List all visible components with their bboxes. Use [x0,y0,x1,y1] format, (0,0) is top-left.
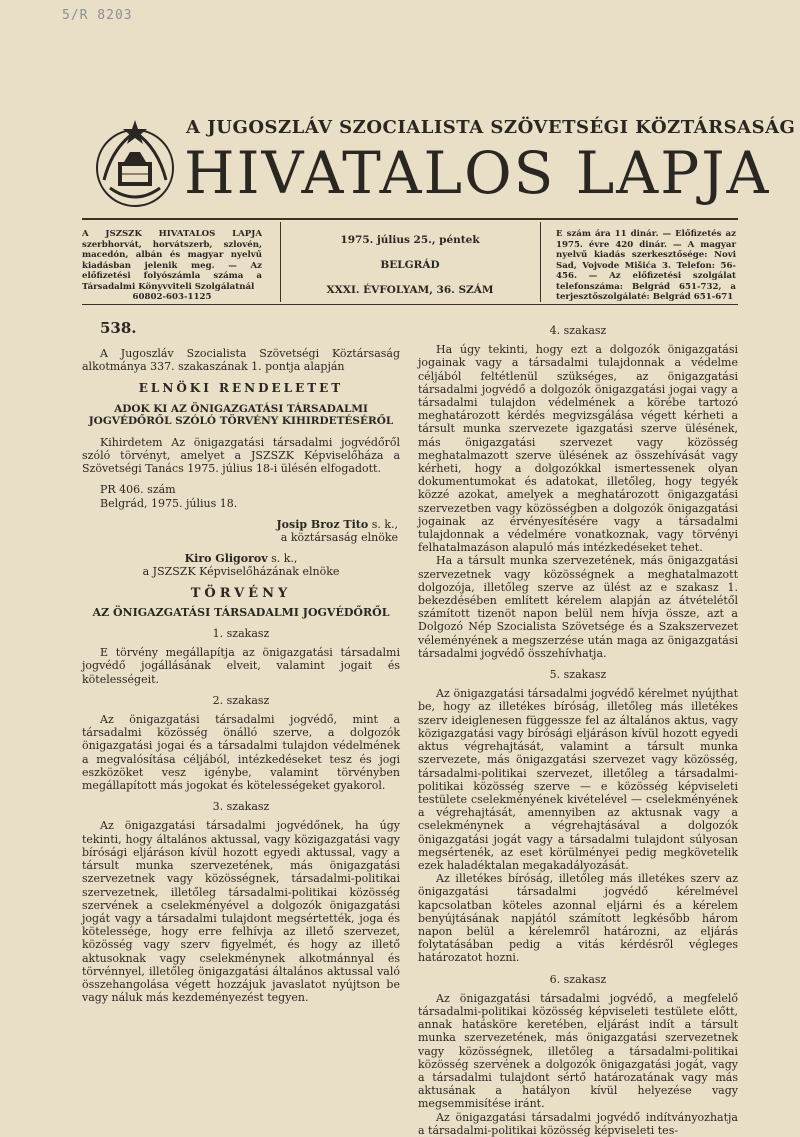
right-column [418,322,738,1137]
article-number: 538. [100,319,137,337]
decree-heading: ELNÖKI RENDELETET [138,380,344,395]
section-4-paragraph-2: Ha a társult munka szervezetének, más önigazgatási szervezetnek vagy közösségnek a meghatalmazott dolgozója, illetőleg szerve az ülést az e szakasz 1. bekezdésében említett kérelem alapján az átvételétől számított tizenöt napon belül nem hívja össze, azt a Dolgozó Nép Szocialista Szövetsége és a Szakszervezet véleményének a megszerzése után maga az önigazgatási társadalmi jogvédő összehívhatja. [418,554,738,660]
section-1-heading: 1. szakasz [212,627,270,641]
section-6-paragraph-2: Az önigazgatási társadalmi jogvédő indítványozhatja a társadalmi-politikai közösség képviseleti tes- [418,1110,738,1137]
law-heading: TÖRVÉNY [190,585,292,601]
place-date: Belgrád, 1975. július 18. [100,496,238,510]
decree-intro: A Jugoszláv Szocialista Szövetségi Köztársaság alkotmánya 337. szakaszának 1. pontja alapján [82,347,400,374]
issue-date: 1975. július 25., péntek [340,234,480,246]
account-number: 60802-603-1125 [132,292,212,302]
section-6-paragraph-1: Az önigazgatási társadalmi jogvédő, a megfelelő társadalmi-politikai közösség képviseleti testülete előtt, annak hatásköre keretében, eljárást indít a társult munka szervezetének, más önigazgatási szervezetnek vagy közösségnek, illetőleg a társadalmi-politikai közösség szervének a dolgozók önigazgatási jogát, vagy a társadalmi tulajdont sértő határozatának vagy más aktusának a hatályon kívül helyezése vagy megsemmisítése iránt. [418,991,738,1111]
archive-number: 5/R 8203 [62,8,133,23]
section-3-heading: 3. szakasz [212,800,270,814]
signature-president-role: a köztársaság elnöke [280,531,398,545]
section-5-paragraph-2: Az illetékes bíróság, illetőleg más illetékes szerv az önigazgatási társadalmi jogvédő kérelmével kapcsolatban köteles azonnal eljárni és a kérelem benyújtásának napjától számított legkésőbb három napon belül a kérelemről határozni, az eljárás folytatásában pedig a vitás kérdésről végleges határozatot hozni. [418,872,738,965]
section-6-heading: 6. szakasz [549,972,607,986]
section-2-text: Az önigazgatási társadalmi jogvédő, mint a társadalmi közösség önálló szerve, a dolgozók önigazgatási jogai és a társadalmi tulajdon védelmének a megvalósítása céljából, intézkedéseket tesz és jogi eszközöket vesz igénybe, valamint törvényben megállapított más jogokat és kötelességeket gyakorol. [82,713,400,793]
masthead-left-info [82,229,262,303]
state-emblem-icon [92,118,178,212]
issue-place: BELGRÁD [380,259,440,271]
signature-president: Josip Broz Tito s. k., [276,517,398,531]
masthead-top-rule [82,218,738,220]
section-5-paragraph-1: Az önigazgatási társadalmi jogvédő kérelmet nyújthat be, hogy az illetékes bíróság, illetőleg más illetékes szerv ideiglenesen függessze fel az általános aktus, vagy közigazgatási vagy bírósági eljáráson kívül hozott egyedi aktus végrehajtását, valamint a társult munka szervezete, más önigazgatási szervezet vagy közösség, társadalmi-politikai szervezet, illetőleg a társadalmi-politikai közösség szerve — e közösség képviseleti testülete cselekményének kivételével — cselekményének a végrehajtását, amennyiben az aktusnak vagy a cselekménynek a végrehajtásával a dolgozók önigazgatási jogát vagy a társadalmi tulajdont súlyosan megsértenék, az eset körülményei pedig megkövetelik ezek haladéktalan megakadályozását. [418,687,738,872]
masthead-divider-right [540,222,541,302]
section-2-heading: 2. szakasz [212,693,270,707]
gazette-title: HIVATALOS LAPJA [184,139,771,207]
signature-assembly: Kiro Gligorov s. k., [184,552,298,566]
masthead-divider-left [280,222,281,302]
section-1-text: E törvény megállapítja az önigazgatási társadalmi jogvédő jogállásának elveit, valamint jogait és kötelességeit. [82,646,400,686]
section-4-heading: 4. szakasz [549,324,607,337]
section-5-heading: 5. szakasz [549,668,607,682]
proclamation-heading: ADOK KI AZ ÖNIGAZGATÁSI TÁRSADALMI JOGVÉDŐRŐL SZÓLÓ TÖRVÉNY KIHIRDETÉSÉRŐL [88,402,394,428]
issue-volume: XXXI. ÉVFOLYAM, 36. SZÁM [326,284,494,296]
republic-name: A JUGOSZLÁV SZOCIALISTA SZÖVETSÉGI KÖZTÁRSASÁG [186,117,796,138]
signature-assembly-role: a JSZSZK Képviselőházának elnöke [142,565,340,579]
law-title: AZ ÖNIGAZGATÁSI TÁRSADALMI JOGVÉDŐRŐL [92,605,390,619]
masthead-center-info [290,234,530,309]
section-3-text: Az önigazgatási társadalmi jogvédőnek, ha úgy tekinti, hogy általános aktussal, vagy közigazgatási vagy bírósági eljáráson kívül hozott egyedi aktussal, vagy a társult munka szervezetének, más önigazgatási szervezetnek vagy közösségnek, társadalmi-politikai szervezetnek, illetőleg társadalmi-politikai közösség szervének a cselekményével a dolgozók önigazgatási jogát vagy a társadalmi tulajdont megsértették, joga és kötelessége, hogy erre felhívja az illető szervezet, közösség vagy szerv figyelmét, és hogy az illető aktusoknak vagy cselekménynek alkotmánnyal és törvénnyel, illetőleg önigazgatási általános aktussal való összehangolása végett hozzájuk javaslatot nyújtson be vagy náluk más kezdeményezést tegyen. [82,819,400,1005]
left-column [82,319,400,1005]
pr-number: PR 406. szám [100,483,176,497]
subscription-info: A JSZSZK HIVATALOS LAPJA szerbhorvát, horvátszerb, szlovén, macedón, albán és magyar nyelvű kiadásban jelenik meg. — Az előfizetési folyószámla száma a Társadalmi Könyvviteli Szolgálatnál [82,229,262,292]
decree-body: Kihirdetem Az önigazgatási társadalmi jogvédőről szóló törvényt, amelyet a JSZSZK Képviselőháza a Szövetségi Tanács 1975. július 18-i ülésén elfogadott. [82,435,400,476]
masthead-right-info: E szám ára 11 dinár. — Előfizetés az 1975. évre 420 dinár. — A magyar nyelvű kiadás szerkesztősége: Novi Sad, Vojvode Mišića 3. Telefon: 56-456. — Az előfizetési szolgálat telefonszáma: Belgrád 651-732, a terjesztőszolgálaté: Belgrád 651-671 [556,229,736,302]
section-4-paragraph-1: Ha úgy tekinti, hogy ezt a dolgozók önigazgatási jogainak vagy a társadalmi tulajdonnak a védelme céljából feltétlenül szükséges, az önigazgatási társadalmi jogvédő a dolgozók önigazgatási jogai vagy a társadalmi tulajdon védelmének a körébe tartozó meghatározott kérdés megvizsgálása végett kérheti a társult munka szervezete igazgatási szerve ülésének, más önigazgatási szervezet vagy közösség meghatalmazott szerve ülésének az összehívását vagy kérheti, hogy a dolgozókkal ismertessenek olyan dokumentumokat és adatokat, illetőleg, hogy tegyék közzé azokat, amelyek a meghatározott önigazgatási szervezetben vagy közösségben a dolgozók önigazgatási jogainak az érvényesítésére vagy a társadalmi tulajdonnak a védelmére vonatkoznak, vagy törvényi felhatalmazáson alapuló más intézkedéseket tehet. [418,343,738,555]
